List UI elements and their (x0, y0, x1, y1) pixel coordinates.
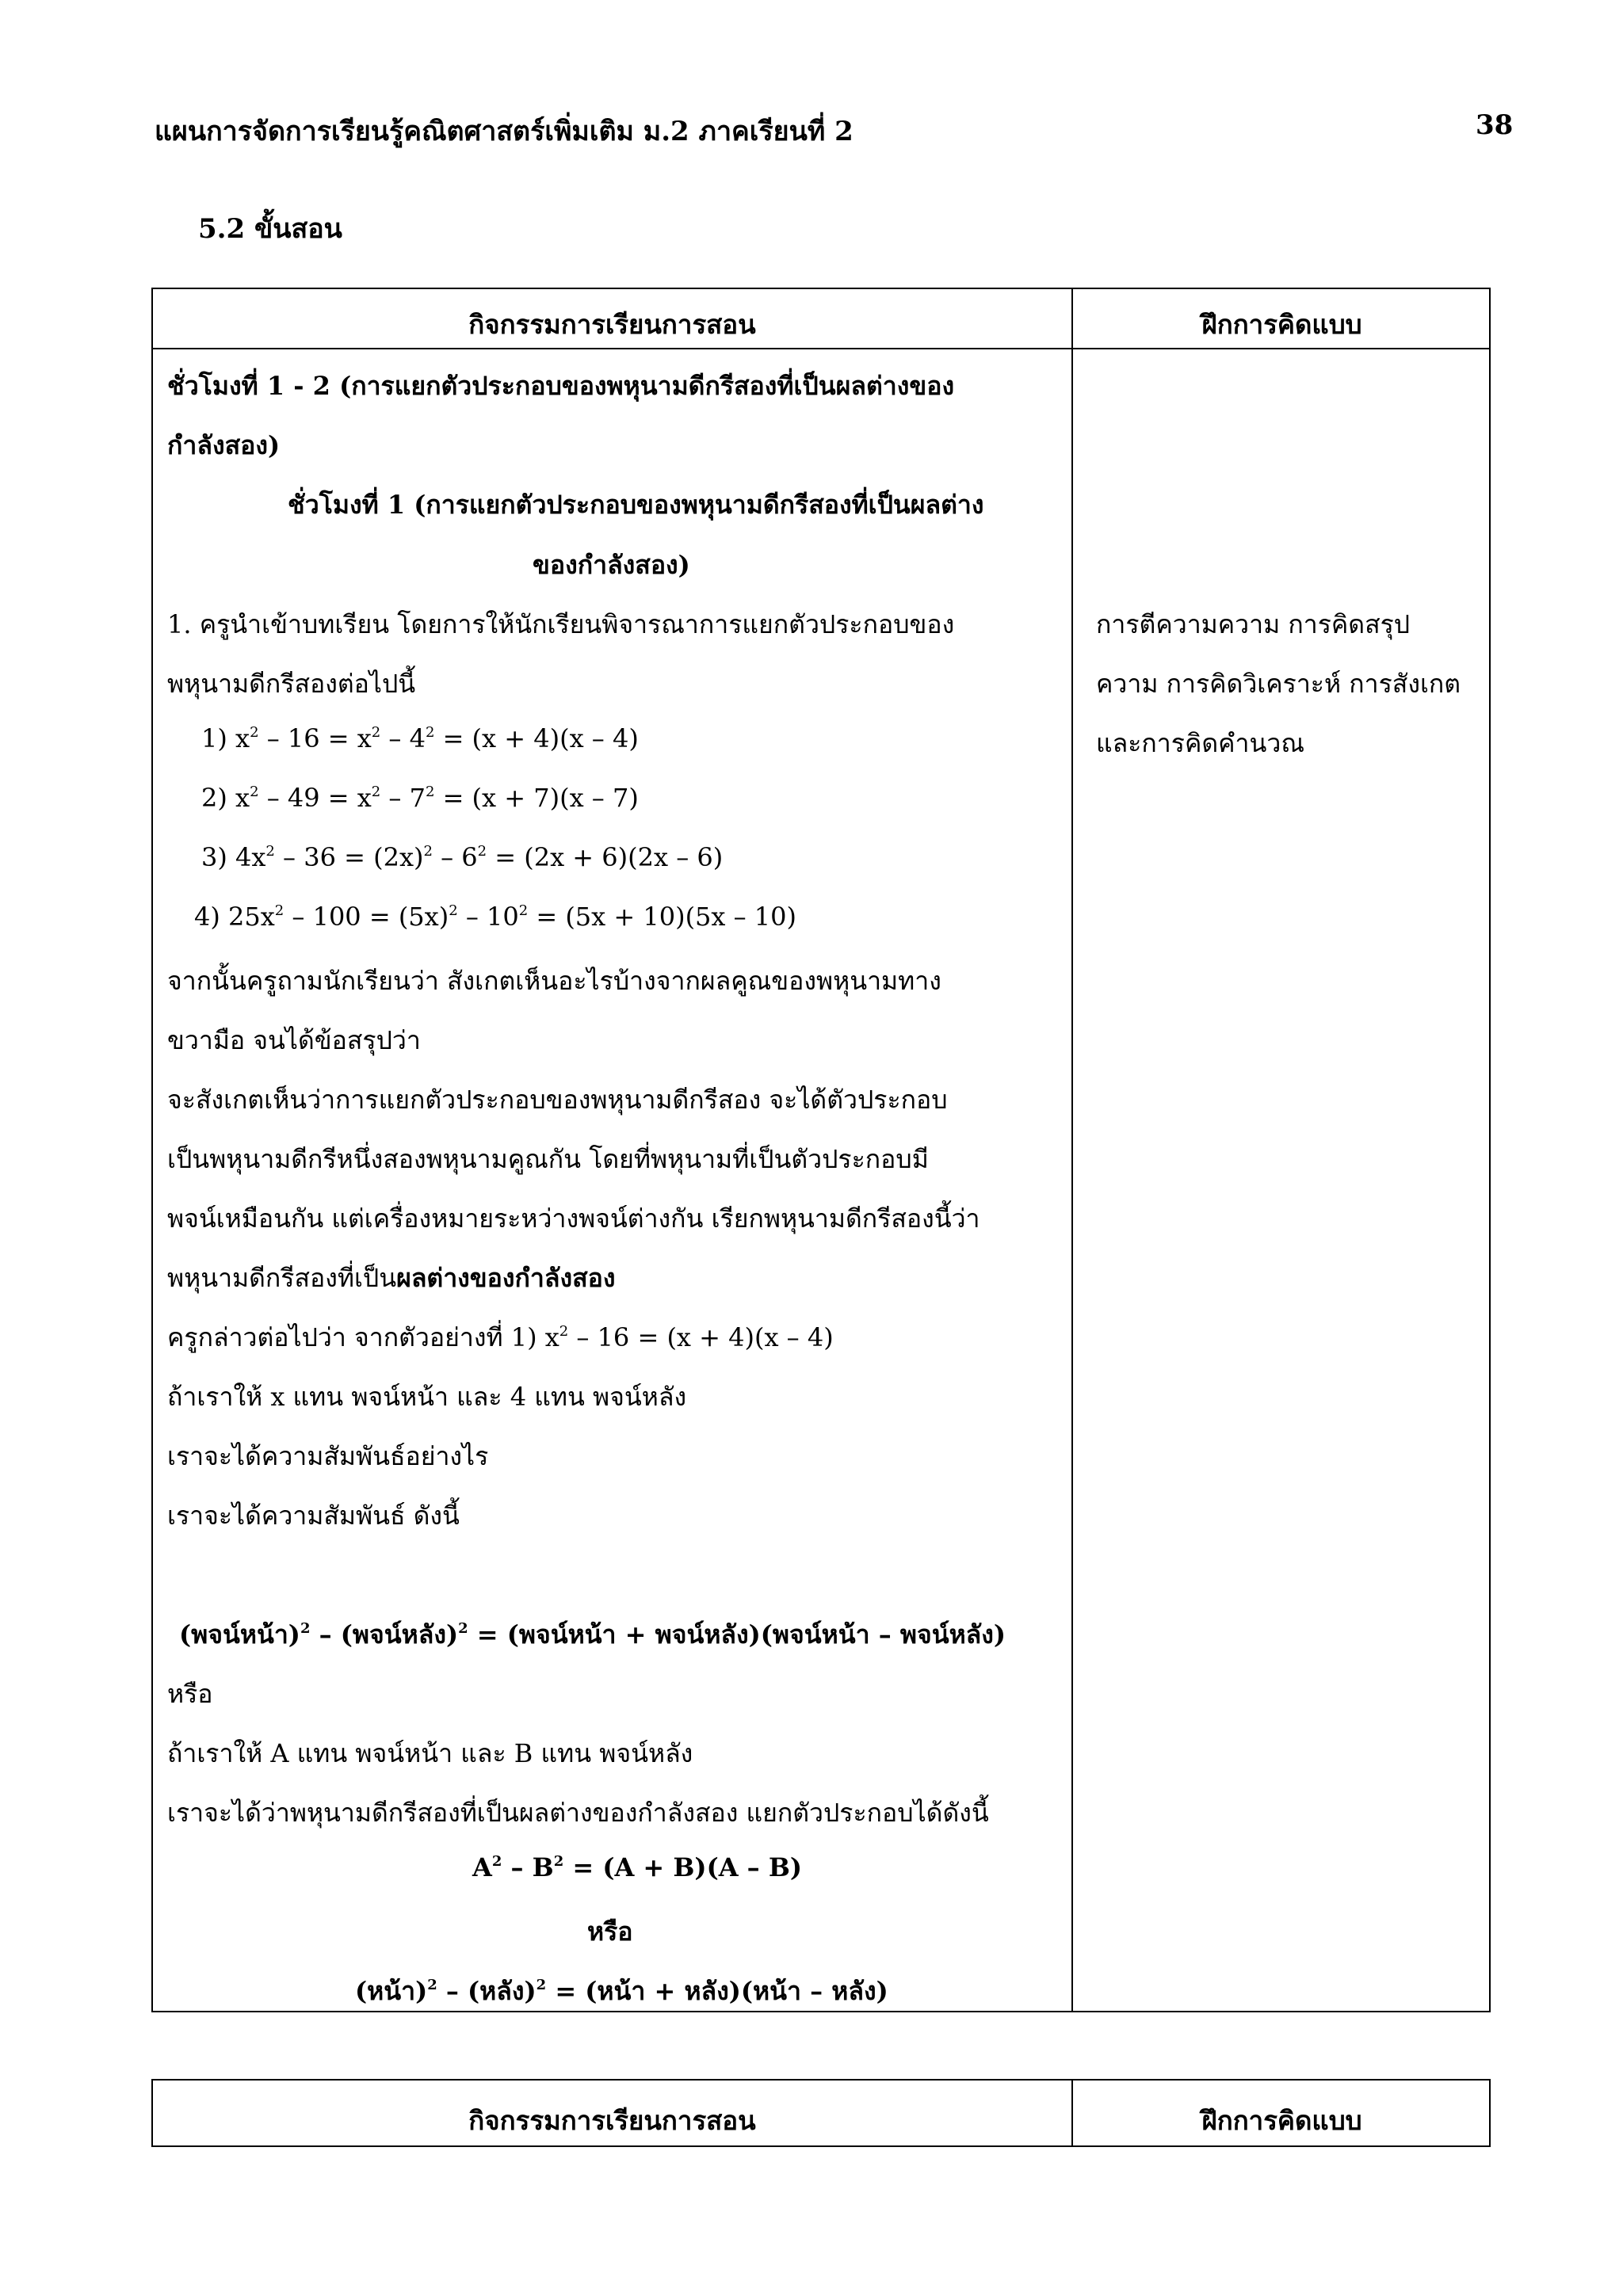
example-1: 1) $x^2 - 16 = x^2 - 4^2 = (x + 4)(x - 4)$ (201, 723, 639, 753)
step1-text-cont: พหุนามดีกรีสองต่อไปนี้ (167, 669, 416, 699)
substitution-text: ถ้าเราให้ x แทน พจน์หน้า และ 4 แทน พจน์หลัง (167, 1382, 687, 1412)
hour1-heading-cont: ของกำลังสอง) (533, 550, 690, 580)
next-table-header (151, 2079, 1491, 2147)
or-text-bold: หรือ (587, 1917, 633, 1947)
relation-formula: (พจน์หน้า)$^2$ – (พจน์หลัง)$^2$ = (พจน์หน้า + พจน์หลัง)(พจน์หน้า – พจน์หลัง) (179, 1619, 1006, 1650)
question-text: จากนั้นครูถามนักเรียนว่า สังเกตเห็นอะไรบ้างจากผลคูณของพหุนามทาง (167, 966, 941, 996)
hours-heading-cont: กำลังสอง) (167, 430, 281, 460)
observation-text-3: พจน์เหมือนกัน แต่เครื่องหมายระหว่างพจน์ต่างกัน เรียกพหุนามดีกรีสองนี้ว่า (167, 1203, 980, 1234)
page-number: 38 (1476, 109, 1514, 141)
example-4: 4) $25x^2 - 100 = (5x)^2 - 10^2 = (5x + 10)(5x - 10)$ (194, 902, 796, 932)
column-header-activities: กิจกรรมการเรียนการสอน (468, 2105, 756, 2136)
observation-text: จะสังเกตเห็นว่าการแยกตัวประกอบของพหุนามดีกรีสอง จะได้ตัวประกอบ (167, 1085, 948, 1115)
section-title: 5.2 ขั้นสอน (198, 213, 342, 245)
example-2: 2) $x^2 - 49 = x^2 - 7^2 = (x + 7)(x - 7)$ (201, 783, 639, 813)
teacher-example-text: ครูกล่าวต่อไปว่า จากตัวอย่างที่ 1) $x^2 - 16 = (x + 4)(x - 4)$ (167, 1322, 834, 1352)
column-divider (1071, 289, 1073, 2011)
relation-answer: เราจะได้ความสัมพันธ์ ดังนี้ (167, 1501, 460, 1531)
column-header-thinking: ฝึกการคิดแบบ (1201, 309, 1362, 340)
column-header-activities: กิจกรรมการเรียนการสอน (468, 309, 756, 340)
header-divider (153, 348, 1489, 349)
step1-text: 1. ครูนำเข้าบทเรียน โดยการให้นักเรียนพิจารณาการแยกตัวประกอบของ (167, 609, 955, 639)
thinking-skills-text: การตีความความ การคิดสรุป (1096, 609, 1411, 639)
observation-text-4: พหุนามดีกรีสองที่เป็นผลต่างของกำลังสอง (167, 1263, 616, 1293)
hours-heading: ชั่วโมงที่ 1 - 2 (การแยกตัวประกอบของพหุนามดีกรีสองที่เป็นผลต่างของ (167, 371, 955, 401)
hour1-heading: ชั่วโมงที่ 1 (การแยกตัวประกอบของพหุนามดีกรีสองที่เป็นผลต่าง (288, 490, 984, 520)
difference-of-squares-formula: $A^2 - B^2 = (A + B)(A - B)$ (472, 1852, 802, 1882)
observation-text-2: เป็นพหุนามดีกรีหนึ่งสองพหุนามคูณกัน โดยที่พหุนามที่เป็นตัวประกอบมี (167, 1144, 929, 1174)
substitution-text-ab: ถ้าเราให้ A แทน พจน์หน้า และ B แทน พจน์หลัง (167, 1738, 693, 1768)
thinking-skills-text-3: และการคิดคำนวณ (1096, 728, 1305, 758)
or-text: หรือ (167, 1679, 213, 1709)
question-text-cont: ขวามือ จนได้ข้อสรุปว่า (167, 1025, 421, 1055)
column-header-thinking: ฝึกการคิดแบบ (1201, 2105, 1362, 2136)
thinking-skills-text-2: ความ การคิดวิเคราะห์ การสังเกต (1096, 669, 1461, 699)
conclusion-text: เราจะได้ว่าพหุนามดีกรีสองที่เป็นผลต่างของกำลังสอง แยกตัวประกอบได้ดังนี้ (167, 1798, 989, 1828)
example-3: 3) $4x^2 - 36 = (2x)^2 - 6^2 = (2x + 6)(2x - 6)$ (201, 842, 724, 872)
header-title: แผนการจัดการเรียนรู้คณิตศาสตร์เพิ่มเติม ม.2 ภาคเรียนที่ 2 (155, 116, 854, 147)
relation-question: เราจะได้ความสัมพันธ์อย่างไร (167, 1441, 489, 1471)
front-back-formula: (หน้า)$^2$ – (หลัง)$^2$ = (หน้า + หลัง)(หน้า – หลัง) (355, 1976, 888, 2006)
